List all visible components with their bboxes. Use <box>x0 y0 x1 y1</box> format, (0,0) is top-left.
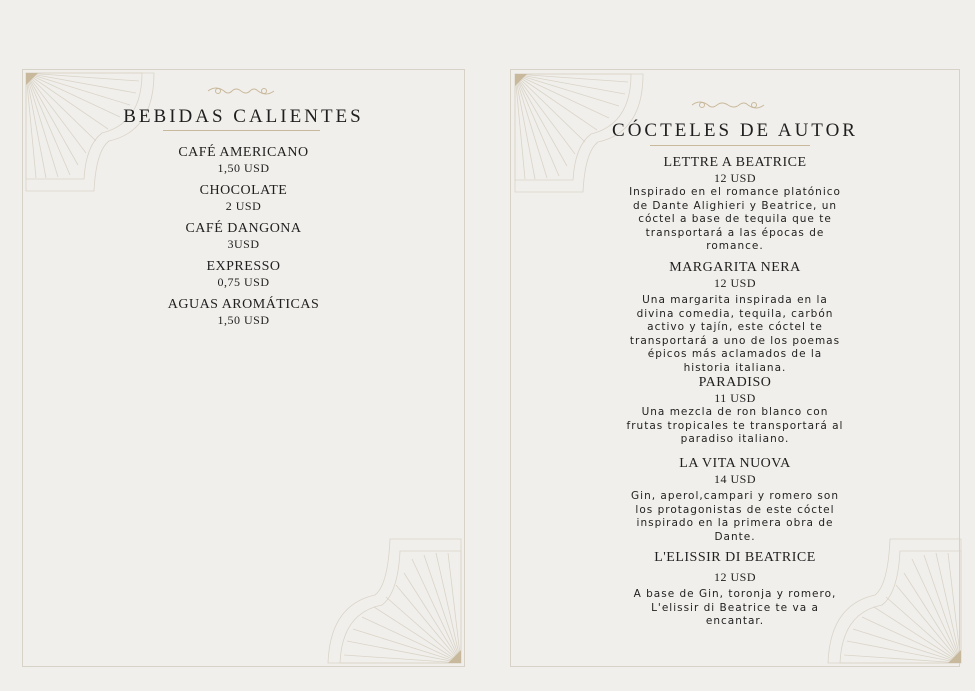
item-name: MARGARITA NERA <box>669 260 801 275</box>
item-description <box>510 294 960 375</box>
menu-item <box>22 221 465 252</box>
section-title: BEBIDAS CALIENTES <box>123 106 364 127</box>
flourish-ornament <box>206 84 276 98</box>
item-price: 11 USD <box>714 391 756 405</box>
description-line: transportará a las épocas de <box>645 226 825 239</box>
item-price: 1,50 USD <box>217 161 270 175</box>
menu-item <box>510 260 960 375</box>
description-line: Una margarita inspirada en la <box>642 294 828 306</box>
item-price: 12 USD <box>713 570 756 584</box>
item-price: 2 USD <box>225 199 262 213</box>
item-name: PARADISO <box>698 375 772 390</box>
section-title: CÓCTELES DE AUTOR <box>612 120 858 141</box>
menu-item <box>510 456 960 544</box>
menu-item <box>510 155 960 254</box>
item-name: AGUAS AROMÁTICAS <box>167 297 320 312</box>
item-price: 14 USD <box>713 472 756 486</box>
description-line: A base de Gin, toronja y romero, <box>633 588 837 600</box>
item-price: 12 USD <box>713 171 756 185</box>
fan-ornament-bottom-right <box>320 535 463 665</box>
description-line: encantar. <box>705 615 765 627</box>
item-name: L'ELISSIR DI BEATRICE <box>654 550 816 565</box>
item-description <box>510 588 960 629</box>
fan-ornament-top-left <box>24 71 159 196</box>
description-line: cóctel a base de tequila que te <box>638 213 832 225</box>
item-name: EXPRESSO <box>206 259 281 274</box>
description-line: divina comedia, tequila, carbón <box>636 307 834 320</box>
description-line: Gin, aperol,campari y romero son <box>631 490 839 502</box>
description-line: romance. <box>706 240 764 252</box>
item-name: CAFÉ AMERICANO <box>178 145 309 160</box>
description-line: paradiso italiano. <box>680 433 790 445</box>
item-price: 12 USD <box>713 276 756 290</box>
description-line: frutas tropicales te transportará al <box>626 419 844 432</box>
description-line: transportará a uno de los poemas <box>629 334 841 347</box>
menu-item <box>22 183 465 214</box>
item-price: 1,50 USD <box>217 313 270 327</box>
item-description <box>510 406 960 447</box>
description-line: Inspirado en el romance platónico <box>629 186 841 198</box>
title-underline <box>163 130 320 131</box>
description-line: historia italiana. <box>683 361 787 374</box>
item-name: CHOCOLATE <box>199 183 288 198</box>
description-line: épicos más aclamados de la <box>647 348 823 360</box>
item-name: LETTRE A BEATRICE <box>663 155 807 170</box>
menu-item <box>22 145 465 176</box>
description-line: los protagonistas de este cóctel <box>635 503 835 516</box>
description-line: inspirado en la primera obra de <box>636 517 834 529</box>
menu-item <box>510 550 960 629</box>
description-line: L'elissir di Beatrice te va a <box>651 601 819 614</box>
menu-item <box>510 375 960 447</box>
item-price: 3USD <box>227 237 260 251</box>
description-line: Una mezcla de ron blanco con <box>641 406 829 418</box>
menu-item <box>22 259 465 290</box>
item-price: 0,75 USD <box>217 275 270 289</box>
item-description <box>510 186 960 254</box>
item-description <box>510 490 960 544</box>
title-underline <box>650 145 810 146</box>
description-line: activo y tajín, este cóctel te <box>647 321 823 333</box>
description-line: de Dante Alighieri y Beatrice, un <box>632 199 838 212</box>
item-name: CAFÉ DANGONA <box>185 221 302 236</box>
description-line: Dante. <box>714 530 756 543</box>
item-name: LA VITA NUOVA <box>679 456 791 471</box>
flourish-ornament <box>690 98 766 112</box>
menu-item <box>22 297 465 328</box>
